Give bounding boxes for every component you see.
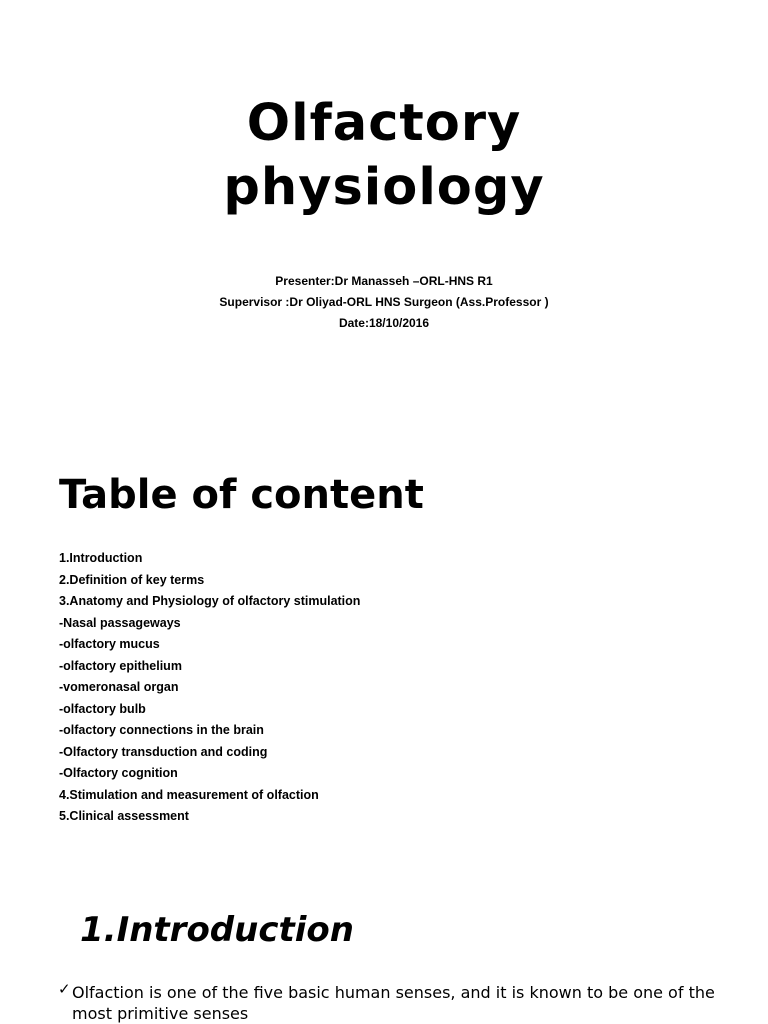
- presenter-info: [0, 271, 768, 334]
- title-line-1: Olfactory: [246, 94, 522, 153]
- toc-item: 1.Introduction: [59, 551, 143, 565]
- toc-item: 5.Clinical assessment: [59, 809, 189, 823]
- toc-item: -Olfactory transduction and coding: [59, 744, 268, 759]
- intro-bullet: [58, 982, 748, 1024]
- toc-title: Table of content: [59, 472, 424, 518]
- presentation-title: [0, 92, 768, 220]
- toc-item: -olfactory connections in the brain: [59, 723, 264, 737]
- toc-item: 3.Anatomy and Physiology of olfactory stimulation: [59, 594, 361, 608]
- date-line: Date:18/10/2016: [338, 316, 430, 330]
- supervisor-line: Supervisor :Dr Oliyad-ORL HNS Surgeon (Ass.Professor ): [219, 295, 549, 309]
- toc-list: [59, 548, 360, 828]
- intro-slide: [0, 870, 768, 1024]
- toc-item: -vomeronasal organ: [59, 680, 179, 694]
- toc-item: -Olfactory cognition: [59, 766, 178, 780]
- intro-title: 1.Introduction: [80, 910, 354, 950]
- toc-item: -Nasal passageways: [59, 615, 181, 630]
- check-icon: ✓: [58, 980, 71, 998]
- bullet-line-1: Olfaction is one of the five basic human senses, and it is known to be one of the: [72, 983, 715, 1002]
- toc-item: -olfactory epithelium: [59, 658, 182, 673]
- title-line-2: physiology: [223, 158, 545, 217]
- toc-item: -olfactory mucus: [59, 637, 160, 651]
- toc-item: 4.Stimulation and measurement of olfaction: [59, 787, 319, 802]
- toc-slide: [0, 440, 768, 870]
- title-slide: [0, 0, 768, 440]
- bullet-line-2: most primitive senses: [72, 1004, 249, 1023]
- presenter-line: Presenter:Dr Manasseh –ORL-HNS R1: [275, 274, 493, 288]
- toc-item: -olfactory bulb: [59, 701, 146, 716]
- toc-item: 2.Definition of key terms: [59, 572, 205, 587]
